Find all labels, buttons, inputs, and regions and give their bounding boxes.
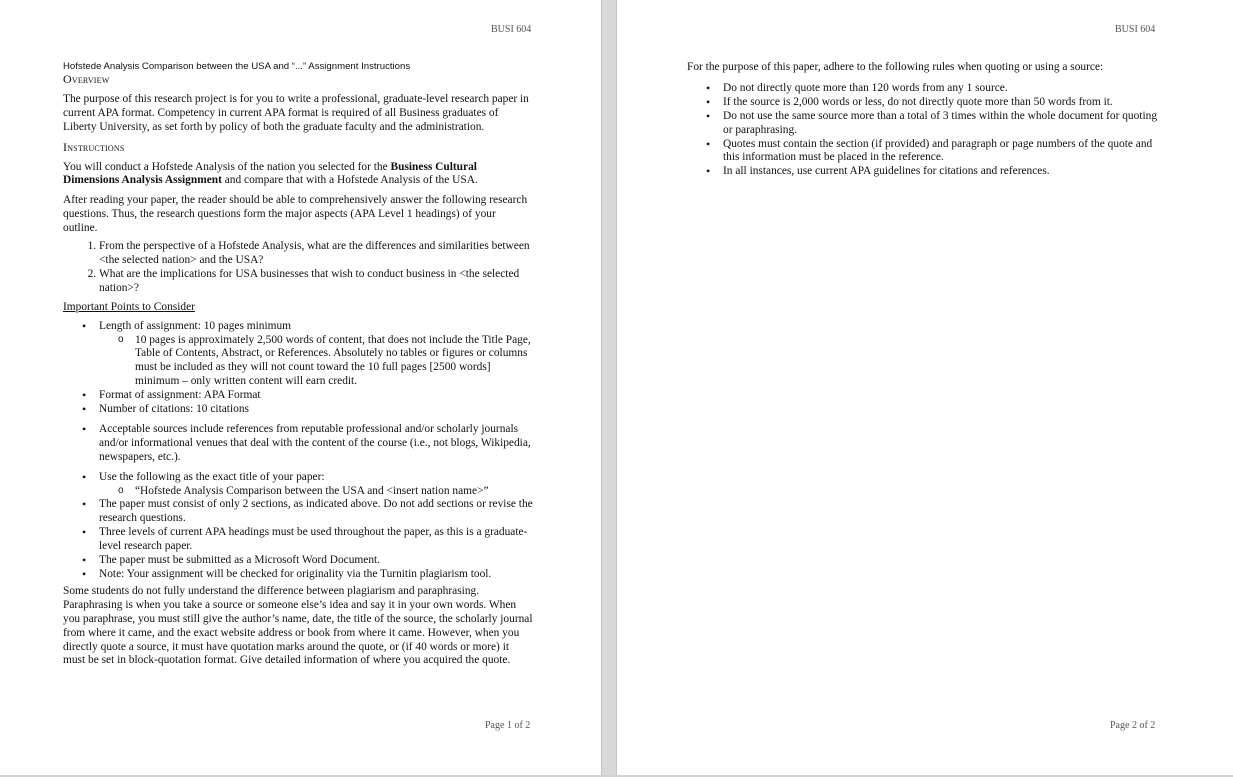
instructions-paragraph: You will conduct a Hofstede Analysis of the nation you selected for the Business Cultural Dimensions Analysis Assignment and compare that with a Hofstede Analysis of the USA. — [63, 160, 478, 187]
list-item: • Quotes must contain the section (if provided) and paragraph or page numbers of the quote and this information must be placed in the reference. — [723, 138, 1165, 166]
list-item: • Note: Your assignment will be checked for originality via the Turnitin plagiarism tool. — [99, 568, 533, 582]
page-2-body — [687, 61, 1165, 179]
list-item: • The paper must be submitted as a Microsoft Word Document. — [99, 554, 533, 568]
plagiarism-paragraph: Some students do not fully understand the difference between plagiarism and paraphrasing. Paraphrasing is when you take a source or someone else’s idea and say it in your own words. When you paraphrase, you must still give the author’s name, date, the title of the source, the scholarly journal from where it came, and the exact website address or book from where it came. However, when you directly quote a source, it must have quotation marks around the quote, or (if 40 words or more) it must be set in block-quotation format. Give detailed information of where you acquired the quote. — [63, 584, 533, 667]
sub-list — [99, 334, 533, 390]
sub-list — [99, 485, 533, 499]
list-item: • Do not use the same source more than a total of 3 times within the whole document for quoting or paraphrasing. — [723, 110, 1165, 138]
page-footer: Page 1 of 2 — [485, 720, 531, 731]
research-question: 2. What are the implications for USA businesses that wish to conduct business in <the selected nation>? — [99, 268, 533, 296]
list-item: • In all instances, use current APA guidelines for citations and references. — [723, 165, 1165, 179]
list-item: o “Hofstede Analysis Comparison between the USA and <insert nation name>” — [135, 485, 533, 499]
list-item: • Format of assignment: APA Format — [99, 389, 533, 403]
list-item: • Length of assignment: 10 pages minimum o 10 pages is approximately 2,500 words of content, that does not include the Title Page, Table of Contents, Abstract, or References. Absolutely no tables or figures or columns must be included as they will not count toward the 10 full pages [2500 words] minimum – only written content will earn credit. — [99, 320, 533, 390]
points-heading: Important Points to Consider — [63, 300, 195, 313]
instructions-heading: Instructions — [63, 139, 125, 154]
assignment-name: Business Cultural Dimensions Analysis Assignment — [63, 160, 477, 187]
document-page-1 — [0, 0, 601, 775]
page-footer: Page 2 of 2 — [1110, 720, 1156, 731]
points-list — [63, 320, 533, 582]
after-reading-paragraph: After reading your paper, the reader should be able to comprehensively answer the following research questions. Thus, the research questions form the major aspects (APA Level 1 headings) of your outline. — [63, 194, 528, 235]
list-item: • If the source is 2,000 words or less, do not directly quote more than 50 words from it. — [723, 96, 1165, 110]
list-item: • Number of citations: 10 citations — [99, 403, 533, 417]
overview-paragraph: The purpose of this research project is for you to write a professional, graduate-level research paper in current APA format. Competency in current APA format is required of all Business graduates of Liberty University, as set forth by policy of both the graduate faculty and the administration. — [63, 92, 529, 133]
quoting-intro: For the purpose of this paper, adhere to the following rules when quoting or using a source: — [687, 61, 1104, 73]
research-questions-list — [63, 240, 533, 296]
page-header: BUSI 604 — [1115, 24, 1156, 35]
list-item: o 10 pages is approximately 2,500 words of content, that does not include the Title Page, Table of Contents, Abstract, or References. Absolutely no tables or figures or columns must be included as they will not count toward the 10 full pages [2500 words] minimum – only written content will earn credit. — [135, 334, 533, 390]
list-item: • Three levels of current APA headings must be used throughout the paper, as this is a graduate-level research paper. — [99, 526, 533, 554]
page-1-body — [63, 61, 533, 668]
list-item: • Do not directly quote more than 120 words from any 1 source. — [723, 82, 1165, 96]
document-page-2 — [617, 0, 1233, 775]
document-title: Hofstede Analysis Comparison between the USA and “...” Assignment Instructions — [63, 61, 411, 72]
page-gap — [601, 0, 617, 777]
research-question: 1. From the perspective of a Hofstede Analysis, what are the differences and similarities between <the selected nation> and the USA? — [99, 240, 533, 268]
list-item: • Use the following as the exact title of your paper: o “Hofstede Analysis Comparison between the USA and <insert nation name>” — [99, 471, 533, 499]
overview-heading: Overview — [63, 72, 110, 86]
list-item: • Acceptable sources include references from reputable professional and/or scholarly journals and/or informational venues that deal with the content of the course (i.e., not blogs, Wikipedia, newspapers, etc.). — [99, 423, 533, 465]
list-item: • The paper must consist of only 2 sections, as indicated above. Do not add sections or revise the research questions. — [99, 498, 533, 526]
page-header: BUSI 604 — [491, 24, 532, 35]
quoting-rules-list — [687, 82, 1165, 179]
